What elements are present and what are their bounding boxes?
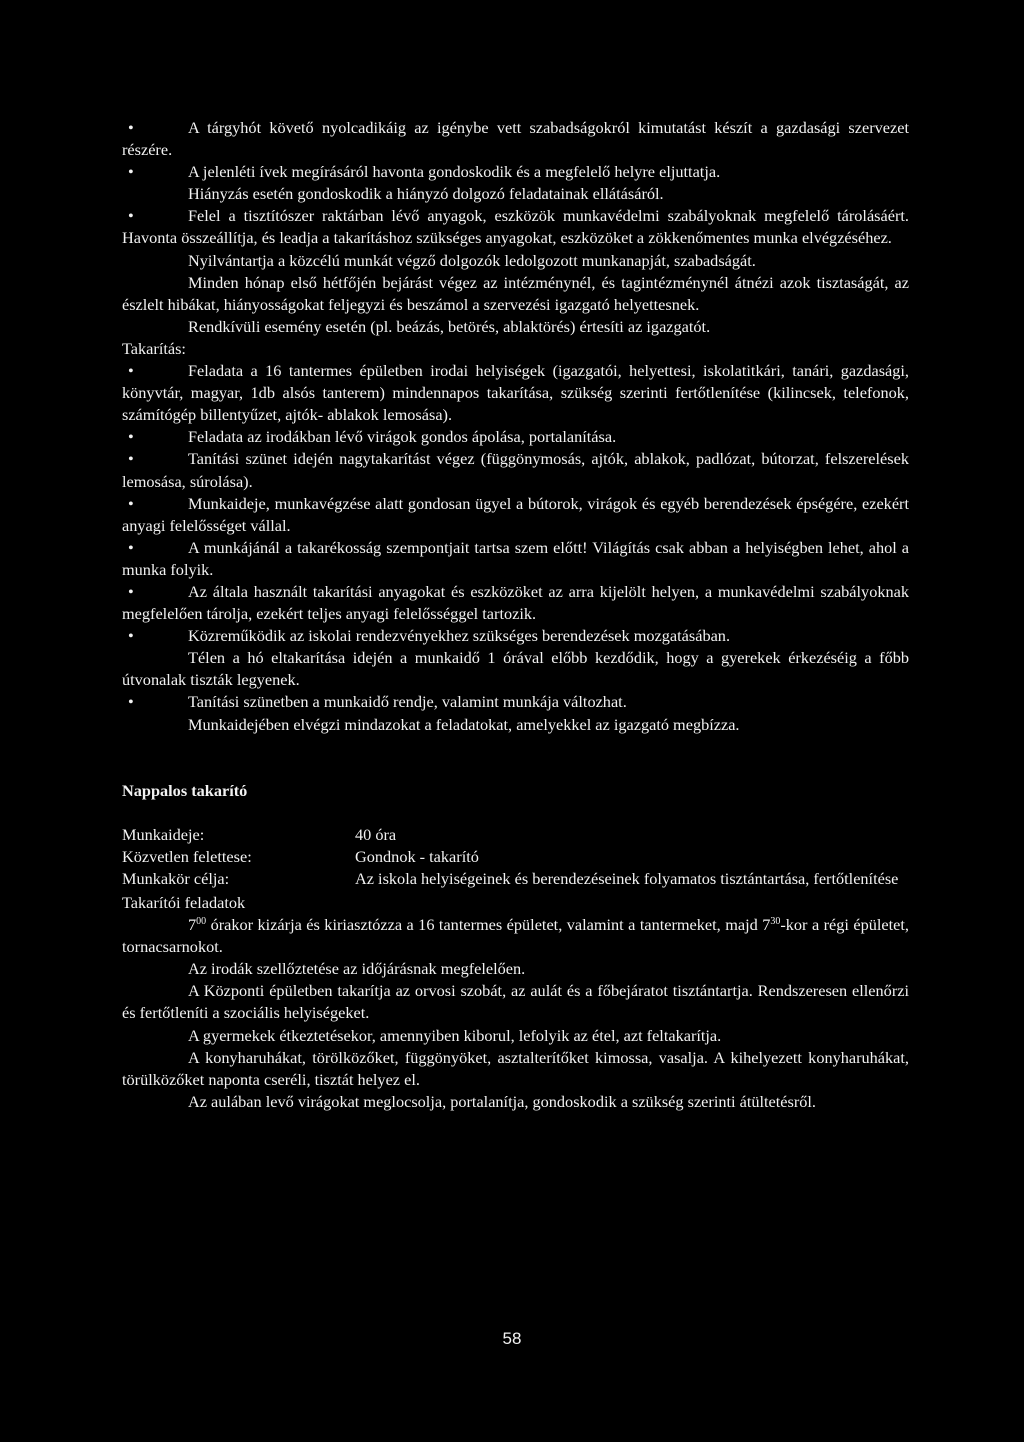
bullet-item (122, 360, 909, 426)
indented-paragraph: Rendkívüli esemény esetén (pl. beázás, betörés, ablaktörés) értesíti az igazgatót. (188, 316, 711, 336)
info-row-hours (122, 824, 909, 846)
bullet-icon: • (128, 162, 134, 182)
bullet-icon: • (128, 692, 134, 712)
bullet-item (122, 625, 909, 647)
info-row-purpose (122, 868, 909, 890)
bullet-icon: • (128, 626, 134, 646)
indented-paragraph: Télen a hó eltakarítása idején a munkaidő 1 órával előbb kezdődik, hogy a gyerekek érkezéséig a főbb útvonalak tiszták legyenek. (122, 648, 909, 690)
info-value: Az iskola helyiségeinek és berendezéseinek folyamatos tisztántartása, fertőtlenítése (355, 868, 899, 888)
indented-paragraph: Hiányzás esetén gondoskodik a hiányzó dolgozó feladatainak ellátásáról. (188, 184, 664, 204)
tasks-title: Takarítói feladatok (122, 893, 246, 912)
info-label: Munkakör célja: (122, 868, 230, 888)
bullet-item (122, 691, 909, 713)
bullet-text: Feladata a 16 tantermes épületben irodai helyiségek (igazgatói, helyettesi, iskolatitkári, tanári, gazdasági, könyvtár, magyar, 1db alsós tanterem) mindennapos takarítása, szükség szerinti fertőtlenítése (kilincsek, telefonok, számítógép billentyűzet, ajtók- ablakok lemosása). (122, 361, 909, 425)
bullet-text: Felel a tisztítószer raktárban lévő anyagok, eszközök munkavédelmi szabályoknak megfelelő tárolásáért. Havonta összeállítja, és leadja a takarításhoz szükséges anyagokat, eszközöket a zökkenőmentes munka elvégzéséhez. (122, 206, 909, 248)
bullet-item (122, 581, 909, 625)
bullet-item (122, 426, 909, 448)
indented-paragraph: Nyilvántartja a közcélú munkát végző dolgozók ledolgozott munkanapját, szabadságát. (188, 250, 756, 270)
task-paragraph: A konyharuhákat, törölközőket, függönyöket, asztalterítőket kimossa, vasalja. A kihelyezett konyharuhákat, törülközőket naponta cseréli, tisztát helyez el. (122, 1047, 909, 1089)
bullet-text: A munkájánál a takarékosság szempontjait tartsa szem előtt! Világítás csak abban a helyiségben lehet, ahol a munka folyik. (122, 537, 909, 579)
bullet-text: A jelenléti ívek megírásáról havonta gondoskodik és a megfelelő helyre eljuttatja. (188, 162, 721, 182)
indented-paragraph: Minden hónap első hétfőjén bejárást végez az intézménynél, és tagintézménynél átnézi azok tisztaságát, az észlelt hibákat, hiányosságokat feljegyzi és beszámol a szervezési igazgató helyettesnek. (122, 272, 909, 314)
bullet-icon: • (128, 427, 134, 447)
info-label: Közvetlen felettese: (122, 846, 252, 866)
bullet-text: Munkaideje, munkavégzése alatt gondosan ügyel a bútorok, virágok és egyéb berendezések épségére, ezekért anyagi felelősséget vállal. (122, 493, 909, 535)
info-value: Gondnok - takarító (355, 846, 479, 866)
bullet-icon: • (128, 449, 134, 469)
bullet-item (122, 537, 909, 581)
page-number: 58 (502, 1329, 522, 1348)
time-second-minutes: 30 (770, 916, 781, 928)
bullet-icon: • (128, 537, 134, 557)
bullet-item (122, 205, 909, 249)
bullet-item (122, 493, 909, 537)
bullet-item (122, 117, 909, 161)
bullet-text: Feladata az irodákban lévő virágok gondos ápolása, portalanítása. (188, 427, 617, 447)
bullet-icon: • (128, 206, 134, 226)
bullet-text: A tárgyhót követő nyolcadikáig az igénybe vett szabadságokról kimutatást készít a gazdasági szervezet részére. (122, 118, 909, 160)
time-start-minutes: 00 (196, 916, 207, 928)
info-label: Munkaideje: (122, 824, 205, 844)
page-content (122, 117, 909, 1113)
bullet-text: Tanítási szünet idején nagytakarítást végez (függönymosás, ajtók, ablakok, padlózat, bútorzat, felszerelések lemosása, súrolása). (122, 449, 909, 491)
first-task-text-end: -kor a régi épületet, tornacsarnokot. (122, 915, 909, 957)
job-info (122, 824, 909, 890)
bullet-icon: • (128, 361, 134, 381)
paragraph-label: Takarítás: (122, 338, 186, 358)
bullet-icon: • (128, 118, 134, 137)
bullet-text: Tanítási szünetben a munkaidő rendje, valamint munkája változhat. (188, 692, 627, 712)
bullet-text: Az általa használt takarítási anyagokat és eszközöket az arra kijelölt helyen, a munkavédelmi szabályoknak megfelelően tárolja, ezekért teljes anyagi felelősséggel tartozik. (122, 581, 909, 624)
bullet-item (122, 448, 909, 492)
bullet-text: Közreműködik az iskolai rendezvényekhez szükséges berendezések mozgatásában. (188, 626, 731, 646)
section-heading: Nappalos takarító (122, 780, 248, 800)
task-paragraph: A Központi épületben takarítja az orvosi szobát, az aulát és a főbejáratot tisztántartja. Rendszeresen ellenőrzi és fertőtleníti a szociális helyiségeket. (122, 981, 909, 1023)
info-row-supervisor (122, 846, 909, 868)
task-paragraph: A gyermekek étkeztetésekor, amennyiben kiborul, lefolyik az étel, azt feltakarítja. (188, 1025, 722, 1045)
bullet-item (122, 161, 909, 183)
info-value: 40 óra (355, 824, 397, 844)
time-second: 7 (762, 915, 771, 935)
first-task (122, 914, 909, 958)
task-paragraph: Az aulában levő virágokat meglocsolja, portalanítja, gondoskodik a szükség szerinti átültetésről. (188, 1091, 817, 1111)
duties-list (122, 117, 909, 736)
bullet-icon: • (128, 581, 134, 601)
time-start: 7 (188, 915, 197, 935)
task-paragraph: Az irodák szellőztetése az időjárásnak megfelelően. (188, 959, 526, 979)
indented-paragraph: Munkaidejében elvégzi mindazokat a feladatokat, amelyekkel az igazgató megbízza. (188, 714, 740, 734)
first-task-text: órakor kizárja és kiriasztózza a 16 tantermes épületet, valamint a tantermeket, majd (206, 915, 763, 935)
bullet-icon: • (128, 493, 134, 513)
